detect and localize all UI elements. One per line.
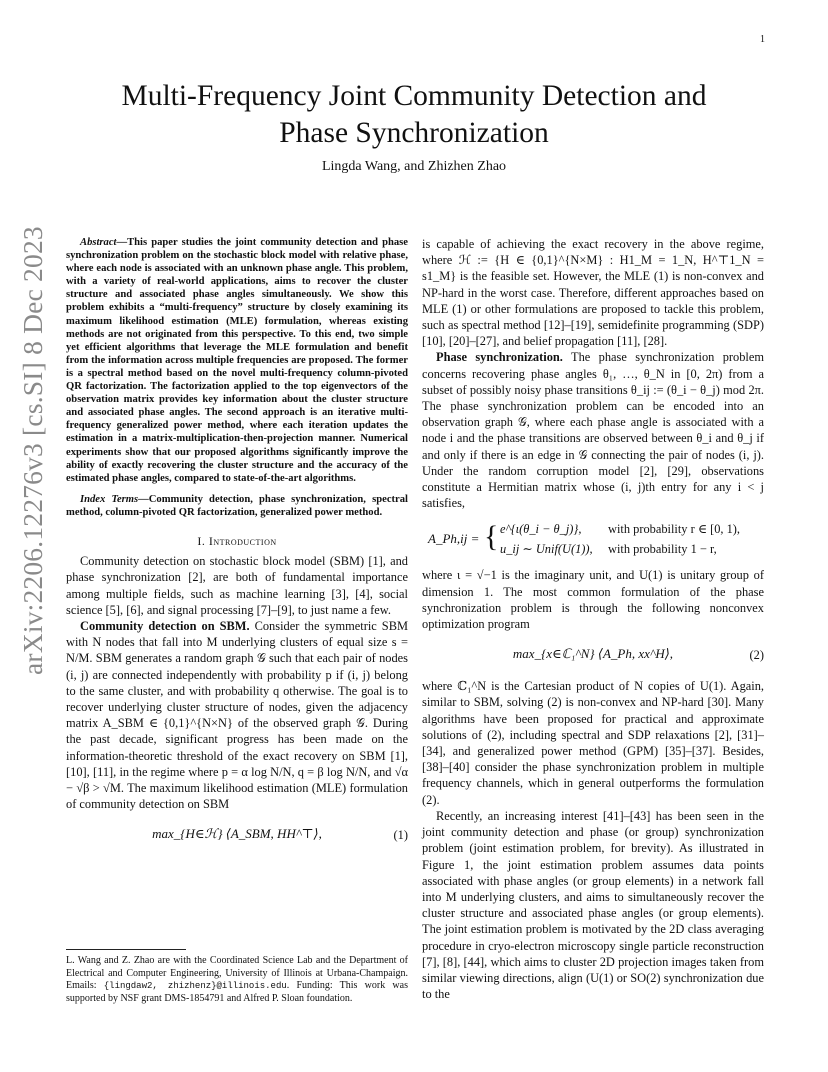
equation-1-body: max_{H∈ℋ} ⟨A_SBM, HH^⊤⟩, [152, 826, 322, 842]
author-list: Lingda Wang, and Zhizhen Zhao [321, 159, 507, 174]
sbm-text: Consider the symmetric SBM with N nodes that fall into M underlying clusters of equal size s = N/M. SBM generates a random graph 𝒢 such that each pair of nodes (i, j) are connected independently with probability p if (i, j) belong to the same cluster, and with probability q otherwise. The goal is to recover underlying cluster structure of nodes, given the adjacency matrix A_SBM ∈ {0,1}^{N×N} of the observed graph 𝒢. During the past decade, significant progress has been made on the information-theoretic threshold of the exact recovery on SBM [1], [10], [11], in the regime where p = α log N/N, q = β log N/N, and √α − √β > √M. The maximum likelihood estimation (MLE) formulation of community detection on SBM [66, 618, 408, 812]
index-terms-text: —Community detection, phase synchronization, spectral method, column-pivoted QR factorization, generalized power method. [66, 493, 408, 518]
footnote-funding: . Funding: This work was supported by NSF grant DMS-1854791 and Alfred P. Sloan foundation. [66, 980, 408, 1004]
right-paragraph-4: where ℂ₁^N is the Cartesian product of N copies of U(1). Again, similar to SBM, solving (2) is non-convex and NP-hard [30]. Many algorithms have been proposed for practical and approximate solutions of (2), including spectral and SDP relaxations [2], [31]–[34], and generalized power method (GPM) [35]–[37]. Besides, [38]–[40] consider the phase synchronization problem in multiple frequency channels, which in general outperforms the formulation (2). [422, 679, 764, 807]
equation-cases [422, 517, 764, 561]
cases-row-1-expr: e^{ι(θ_i − θ_j)}, [500, 522, 582, 537]
phase-sync-paragraph [422, 349, 764, 511]
paper-title [60, 78, 768, 152]
sbm-heading: Community detection on SBM. [80, 618, 250, 633]
right-paragraph-3: where ι = √−1 is the imaginary unit, and U(1) is unitary group of dimension 1. The most common formulation of the phase synchronization problem is through the following nonconvex optimization program [422, 568, 764, 632]
footnote-affiliation: L. Wang and Z. Zhao are with the Coordinated Science Lab and the Department of Electrical and Computer Engineering, University of Illinois at Urbana-Champaign. Emails: [66, 955, 408, 991]
cases-row-2-expr: u_ij ∼ Unif(U(1)), [500, 542, 593, 557]
equation-2-body: max_{x∈ℂ₁^N} ⟨A_Ph, xx^H⟩, [512, 646, 674, 662]
page-number: 1 [760, 34, 765, 45]
index-terms-label: Index Terms [80, 493, 139, 505]
footnote [66, 949, 408, 1005]
cases-brace: { [484, 520, 499, 554]
section-heading: I. Introduction [197, 533, 277, 548]
equation-1 [66, 818, 408, 852]
footnote-emails[interactable]: {lingdaw2, zhizhenz}@illinois.edu [103, 981, 287, 991]
right-column [422, 236, 764, 1002]
abstract-text: —This paper studies the joint community detection and phase synchronization problem on the stochastic block model with relative phase, where each node is associated with an unknown phase angle. This problem, with a variety of real-world applications, aims to recover the cluster structure and associated phase angles simultaneously. We show this problem exhibits a “multi-frequency” structure by closely examining its maximum likelihood estimation (MLE) formulation, whereas existing methods are not originated from this perspective. To this end, two simple yet efficient algorithms that leverage the MLE formulation and benefit from the information across multiple frequencies are proposed. The former is a spectral method based on the novel multi-frequency column-pivoted QR factorization. The factorization applied to the top eigenvectors of the observation matrix provides key information about the cluster structure and associated phase angles. The second approach is an iterative multi-frequency generalized power method, where each iteration updates the estimation in a matrix-multiplication-then-projection manner. Numerical experiments show that our proposed algorithms significantly improve the ability of exactly recovering the cluster structure and the accuracy of the estimated phase angles, compared to state-of-the-art algorithms. [66, 237, 408, 484]
abstract-label: Abstract [80, 237, 117, 248]
title-line-1: Multi-Frequency Joint Community Detection and [121, 80, 707, 112]
cases-row-2-cond: with probability 1 − r, [608, 542, 717, 557]
right-paragraph-5: Recently, an increasing interest [41]–[43] has been seen in the joint community detection and phase (or group) synchronization problem (joint estimation problem, for brevity). As illustrated in Figure 1, the joint estimation problem assumes data points associated with phase angles (or group elements) in a network fall into M underlying clusters, and aims to simultaneously recover the cluster structure and associated phase angles (or group elements). The joint estimation problem is motivated by the 2D class averaging procedure in cryo-electron microscopy single particle reconstruction [7], [8], [44], which aims to cluster 2D projection images taken from similar viewing directions, align (U(1) or SO(2) synchronization due to the [422, 808, 764, 1002]
title-line-2: Phase Synchronization [279, 117, 549, 149]
index-terms [66, 493, 408, 519]
equation-2-number: (2) [749, 648, 764, 663]
abstract [66, 236, 408, 485]
phase-sync-heading: Phase synchronization. [436, 350, 563, 365]
arxiv-watermark: arXiv:2206.12276v3 [cs.SI] 8 Dec 2023 [17, 226, 48, 675]
right-paragraph-1: is capable of achieving the exact recovery in the above regime, where ℋ := {H ∈ {0,1}^{N×M} : H1_M = 1_N, H^⊤1_N = s1_M} is the feasible set. However, the MLE (1) is non-convex and NP-hard in the worst case. Therefore, different approaches based on MLE (1) or other formulations are proposed to tackle this problem, such as spectral method [12]–[19], semidefinite programming (SDP) [10], [20]–[27], and belief propagation [11], [28]. [422, 237, 764, 349]
equation-1-number: (1) [393, 828, 408, 843]
equation-2 [422, 638, 764, 672]
cases-row-1-cond: with probability r ∈ [0, 1), [608, 522, 741, 537]
footnote-rule [66, 949, 186, 950]
cases-lhs: A_Ph,ij = [428, 531, 480, 547]
intro-paragraph-1: Community detection on stochastic block model (SBM) [1], and phase synchronization [2], are both of fundamental importance among multiple fields, such as machine learning [3], [4], social science [5], [6], and signal processing [7]–[9], to just name a few. [66, 554, 408, 617]
left-column [66, 236, 408, 858]
sbm-paragraph [66, 618, 408, 812]
phase-sync-text: The phase synchronization problem concerns recovering phase angles θ₁, …, θ_N in [0, 2π) from a subset of possibly noisy phase transitions θ_ij := (θ_i − θ_j) mod 2π. The phase synchronization problem can be encoded into an observation graph 𝒢, where each phase angle is associated with a node i and the phase transitions are observed between θ_i and θ_j if and only if there is an edge in 𝒢 connecting the pair of nodes (i, j). Under the random corruption model [2], [29], observations constitute a Hermitian matrix whose (i, j)th entry for any i < j satisfies, [422, 350, 764, 511]
